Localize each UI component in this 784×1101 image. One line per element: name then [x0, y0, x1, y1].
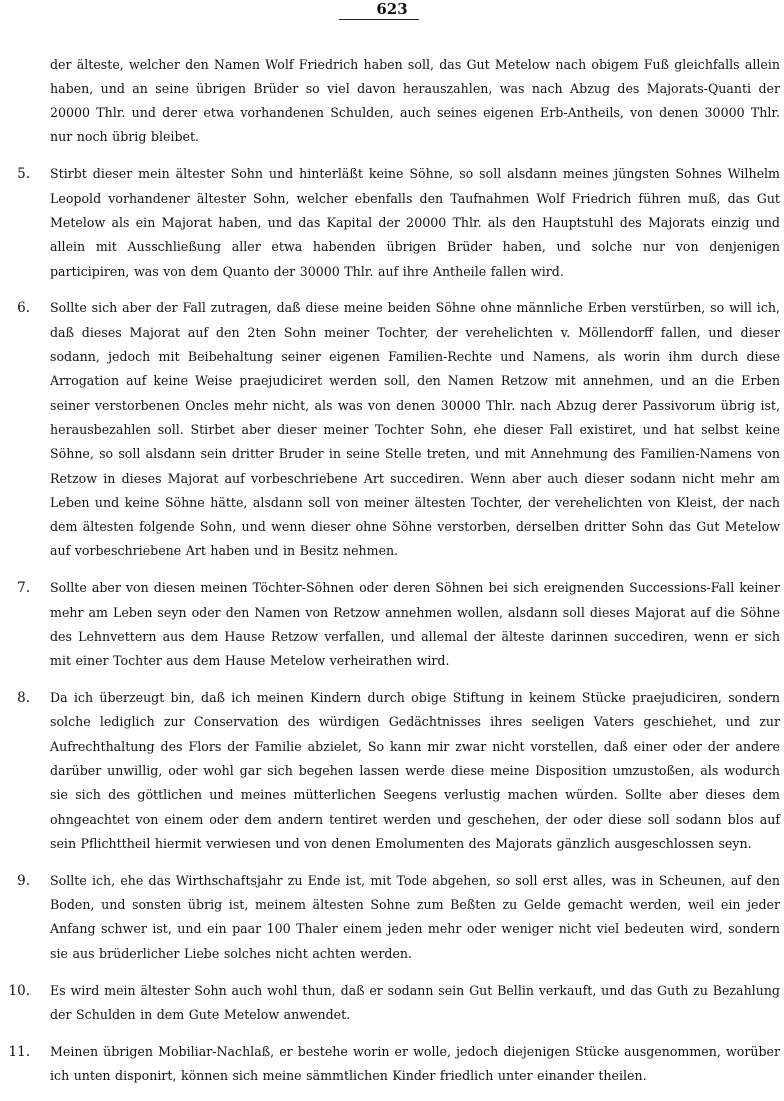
paragraph-number: 6.	[17, 300, 30, 317]
paragraph-number: 5.	[17, 166, 30, 183]
paragraph-text: Stirbt dieser mein ältester Sohn und hinterläßt keine Söhne, so soll alsdann meines jüngsten Sohnes Wilhelm Leopold vorhandener ältester Sohn, welcher ebenfalls den Taufnahmen Wolf Friedrich führen muß, das Gut Metelow als ein Majorat haben, und das Kapital der 20000 Thlr. als den Hauptstuhl des Majorats einzig und allein mit Ausschließung aller etwa habenden übrigen Brüder haben, und solche nur von denjenigen participiren, was von dem Quanto der 30000 Thlr. auf ihre Antheile fallen wird.	[50, 166, 780, 279]
paragraph-text: der älteste, welcher den Namen Wolf Friedrich haben soll, das Gut Metelow nach obigem Fuß gleichfalls allein haben, und an seine übrigen Brüder so viel davon herauszahlen, was nach Abzug des Majorats-Quanti der 20000 Thlr. und derer etwa vorhandenen Schulden, auch seines eigenen Erb-Antheils, von denen 30000 Thlr. nur noch übrig bleibet.	[50, 56, 780, 145]
paragraph-continued	[0, 53, 784, 150]
paragraph-text: Sollte ich, ehe das Wirthschaftsjahr zu Ende ist, mit Tode abgehen, so soll erst alles, was in Scheunen, auf den Boden, und sonsten übrig ist, meinem ältesten Sohne zum Beßten zu Gelde gemacht werden, weil ein jeder Anfang schwer ist, und ein paar 100 Thaler einem jeden mehr oder weniger nicht viel bedeuten wird, sondern sie aus brüderlicher Liebe solches nicht achten werden.	[50, 872, 780, 961]
paragraph-8	[0, 686, 784, 856]
paragraph-number: 9.	[17, 872, 30, 889]
paragraph-text: Sollte aber von diesen meinen Töchter-Söhnen oder deren Söhnen bei sich ereignenden Successions-Fall keiner mehr am Leben seyn oder den Namen von Retzow annehmen wollen, alsdann soll dieses Majorat auf die Söhne des Lehnvettern aus dem Hause Retzow verfallen, und allemal der älteste darinnen succediren, wenn er sich mit einer Tochter aus dem Hause Metelow verheirathen wird.	[50, 580, 780, 669]
document-body	[0, 40, 784, 1101]
page-number: 623	[376, 0, 408, 18]
paragraph-5	[0, 162, 784, 283]
paragraph-text: Da ich überzeugt bin, daß ich meinen Kindern durch obige Stiftung in keinem Stücke praejudiciren, sondern solche lediglich zur Conservation des würdigen Gedächtnisses ihres seeligen Vaters geschiehet, und zur Aufrechthaltung des Flors der Familie abzielet, So kann mir zwar nicht vorstellen, daß einer oder der andere darüber unwillig, oder wohl gar sich begehen lassen werde diese meine Disposition umzustoßen, als wodurch sie sich des göttlichen und meines mütterlichen Seegens verlustig machen würden. Sollte aber dieses dem ohngeachtet von einem oder dem andern tentiret werden und geschehen, der oder diese soll sodann blos auf sein Pflichttheil hiermit verwiesen und von denen Emolumenten des Majorats gänzlich ausgeschlossen seyn.	[50, 690, 780, 851]
paragraph-text: Sollte sich aber der Fall zutragen, daß diese meine beiden Söhne ohne männliche Erben verstürben, so will ich, daß dieses Majorat auf den 2ten Sohn meiner Tochter, der verehelichten v. Möllendorff fallen, und dieser sodann, jedoch mit Beibehaltung seiner eigenen Familien-Rechte und Namens, als worin ihm durch diese Arrogation auf keine Weise praejudiciret werden soll, den Namen Retzow mit annehmen, und an die Erben seiner verstorbenen Oncles mehr nicht, als was von denen 30000 Thlr. nach Abzug derer Passivorum übrig ist, herausbezahlen soll. Stirbet aber dieser meiner Tochter Sohn, ehe dieser Fall existiret, und hat selbst keine Söhne, so soll alsdann sein dritter Bruder in seine Stelle treten, und mit Annehmung des Familien-Namens von Retzow in dieses Majorat auf vorbeschriebene Art succediren. Wenn aber auch dieser sodann nicht mehr am Leben und keine Söhne hätte, alsdann soll von meiner ältesten Tochter, der verehelichten von Kleist, der nach dem ältesten folgende Sohn, und wenn dieser ohne Söhne verstorben, derselben dritter Sohn das Gut Metelow auf vorbeschriebene Art haben und in Besitz nehmen.	[50, 300, 780, 559]
header-rule	[339, 19, 419, 20]
paragraph-10	[0, 979, 784, 1028]
paragraph-9	[0, 869, 784, 966]
paragraph-11	[0, 1040, 784, 1089]
paragraph-number: 10.	[8, 982, 30, 999]
paragraph-6	[0, 296, 784, 563]
paragraph-number: 11.	[8, 1043, 30, 1060]
paragraph-text: Es wird mein ältester Sohn auch wohl thun, daß er sodann sein Gut Bellin verkauft, und das Guth zu Bezahlung der Schulden in dem Gute Metelow anwendet.	[50, 982, 780, 1022]
paragraph-number: 7.	[17, 580, 30, 597]
paragraph-7	[0, 576, 784, 673]
paragraph-number: 8.	[17, 690, 30, 707]
paragraph-text: Meinen übrigen Mobiliar-Nachlaß, er bestehe worin er wolle, jedoch diejenigen Stücke ausgenommen, worüber ich unten disponirt, können sich meine sämmtlichen Kinder friedlich unter einander theilen.	[50, 1043, 780, 1084]
